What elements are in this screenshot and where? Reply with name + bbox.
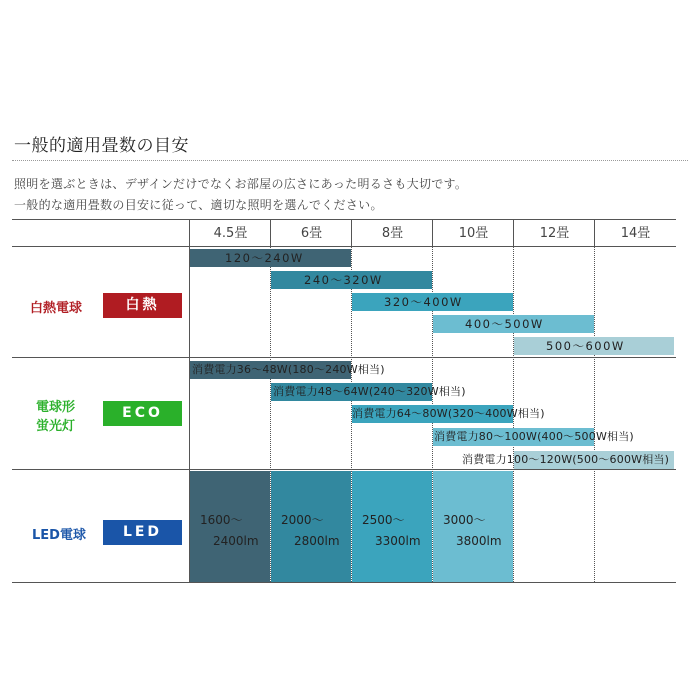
lumen-max: 2800lm: [294, 534, 340, 548]
header-bottom-rule: [12, 246, 676, 247]
badge-led: LED: [103, 520, 182, 545]
column-header: 4.5畳: [213, 226, 248, 241]
lumen-min: 3000～: [443, 513, 486, 527]
eco-label: 消費電力64～80W(320～400W相当): [352, 407, 545, 420]
column-header: 14畳: [620, 226, 651, 241]
lumen-label: [281, 510, 340, 552]
wattage-label: 320～400W: [384, 295, 463, 309]
column-header: 8畳: [381, 226, 404, 241]
row-label-eco-line2: 蛍光灯: [36, 419, 76, 434]
wattage-label: 120～240W: [225, 251, 304, 265]
eco-label: 消費電力100～120W(500～600W相当): [462, 453, 670, 466]
lumen-min: 1600～: [200, 513, 243, 527]
table-bottom-rule: [12, 582, 676, 583]
grid-divider: [594, 246, 595, 582]
intro-line-1: 照明を選ぶときは、デザインだけでなくお部屋の広さにあった明るさも大切です。: [14, 177, 468, 191]
lumen-max: 2400lm: [213, 534, 259, 548]
column-header: 6畳: [300, 226, 323, 241]
lumen-min: 2500～: [362, 513, 405, 527]
table-top-rule: [12, 219, 676, 220]
row-divider: [12, 469, 676, 470]
intro-line-2: 一般的な適用畳数の目安に従って、適切な照明を選んでください。: [14, 198, 383, 212]
badge-eco: ECO: [103, 401, 182, 426]
lumen-max: 3300lm: [375, 534, 421, 548]
lumen-max: 3800lm: [456, 534, 502, 548]
row-label-led: LED電球: [32, 528, 86, 543]
page-title: 一般的適用畳数の目安: [14, 136, 189, 156]
row-label-eco: [36, 398, 75, 436]
eco-label: 消費電力48～64W(240～320W相当): [273, 385, 466, 398]
row-label-eco-line1: 電球形: [36, 400, 76, 415]
title-divider: [12, 160, 688, 161]
eco-label: 消費電力36～48W(180～240W相当): [192, 363, 385, 376]
wattage-label: 240～320W: [304, 273, 383, 287]
row-divider: [12, 357, 676, 358]
lumen-label: [362, 510, 421, 552]
wattage-label: 400～500W: [465, 317, 544, 331]
column-header: 12畳: [539, 226, 570, 241]
column-header: 10畳: [458, 226, 489, 241]
eco-label: 消費電力80～100W(400～500W相当): [434, 430, 634, 443]
badge-incandescent: 白熱: [103, 293, 182, 318]
row-label-incandescent: 白熱電球: [30, 301, 83, 316]
lumen-label: [200, 510, 259, 552]
lumen-min: 2000～: [281, 513, 324, 527]
wattage-label: 500～600W: [546, 339, 625, 353]
lumen-label: [443, 510, 502, 552]
